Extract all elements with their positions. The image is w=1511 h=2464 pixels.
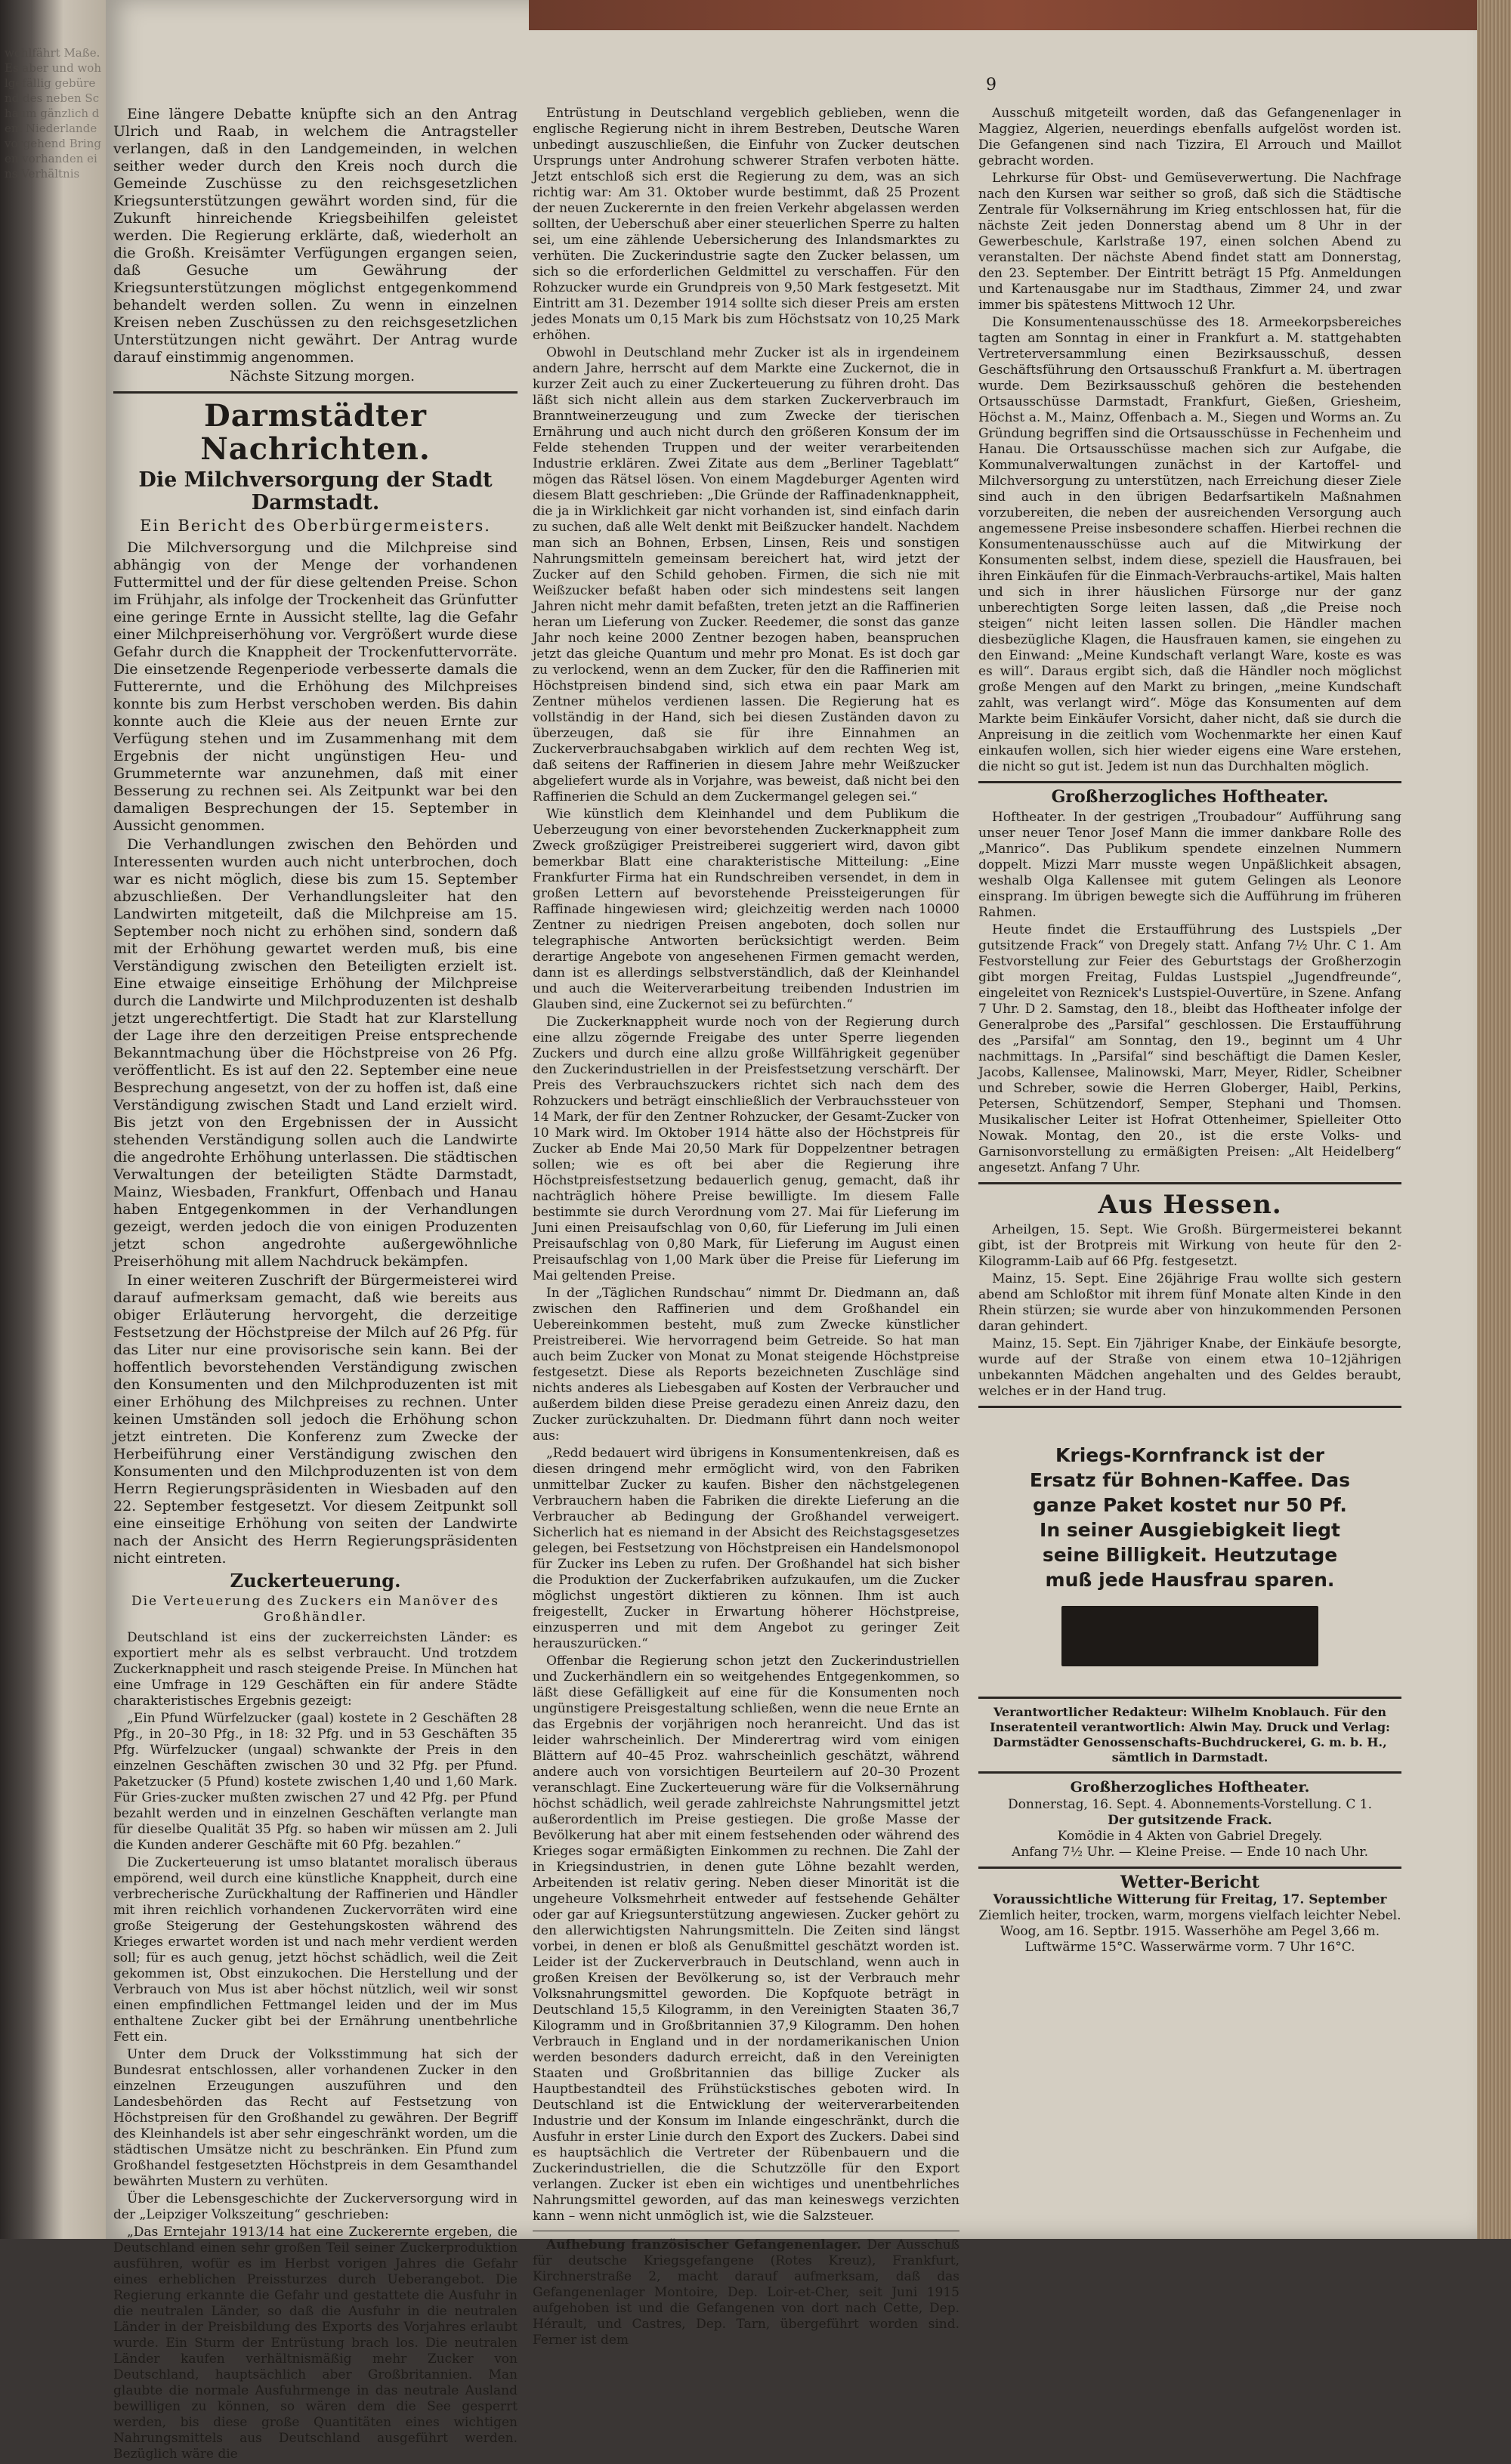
theater-schedule-title: Großherzogliches Hoftheater. <box>1070 1779 1310 1796</box>
ad-text: Kriegs-Kornfranck ist der Ersatz für Bohnen-Kaffee. Das ganze Paket kostet nur 50 Pf. In seiner Ausgiebigkeit liegt seine Billigkeit. Heutzutage muß jede Hausfrau sparen. <box>1029 1444 1351 1591</box>
article-paragraph: In einer weiteren Zuschrift der Bürgermeisterei wird darauf aufmerksam gemacht, daß wie bereits aus obiger Erläuterung hervorgeht, die derzeitige Festsetzung der Höchstpreise der Milch auf 26 Pfg. für das Liter nur eine provisorische sein kann. Bei der hoffentlich bevorstehenden Verständigung zwischen den Konsumenten und den Milchproduzenten ist mit einer Erhöhung des Milchpreises zu rechnen. Unter keinen Umständen soll jedoch die Erhöhung schon jetzt eintreten. Die Konferenz zum Zwecke der Herbeiführung einer Verständigung zwischen den Konsumenten und den Milchproduzenten ist von dem Herrn Regierungspräsidenten in Wiesbaden auf den 22. September festgesetzt. Vor diesem Zeitpunkt soll eine einseitige Erhöhung von seiten der Landwirte nach der Ansicht des Herrn Regierungspräsidenten nicht eintreten. <box>113 1272 518 1567</box>
section-divider <box>978 1771 1401 1774</box>
binding-strip <box>529 0 1481 30</box>
weather-title: Wetter-Bericht <box>1120 1873 1260 1892</box>
advertisement <box>1027 1425 1352 1681</box>
article-paragraph: Lehrkurse für Obst- und Gemüseverwertung. Die Nachfrage nach den Kursen war seither so groß, daß sich die Städtische Zentrale für Volksernährung im Krieg entschlossen hat, für die nächste Zeit jeden Donnerstag abend um 8 Uhr in der Gewerbeschule, Karlstraße 197, einen solchen Abend zu veranstalten. Der nächste Abend findet statt am Donnerstag, den 23. September. Der Eintritt beträgt 15 Pfg. Anmeldungen und Kartenausgabe nur im Stadthaus, Zimmer 24, und zwar immer bis spätestens Mittwoch 12 Uhr. <box>978 171 1401 313</box>
article-paragraph: Deutschland ist eins der zuckerreichsten Länder: es exportiert mehr als es selbst verbraucht. Und trotzdem Zuckerknappheit und rasch steigende Preise. In München hat eine Umfrage in 129 Geschäften ein für andere Städte charakteristisches Ergebnis gezeigt: <box>113 1630 518 1709</box>
weather-line: Woog, am 16. Septbr. 1915. Wasserhöhe am Pegel 3,66 m. Luftwärme 15°C. Wasserwärme vorm. 7 Uhr 16°C. <box>1000 1924 1380 1955</box>
article-paragraph: Unter dem Druck der Volksstimmung hat sich der Bundesrat entschlossen, aller vorhandenen Zucker in den einzelnen Erzeugungen auszuführen und den Landesbehörden das Recht auf Festsetzung von Höchstpreisen für den Großhandel zu gewähren. Der Begriff des Kleinhandels ist aber sehr eingeschränkt worden, um die städtischen Umsätze nicht zu beschränken. Ein Pfund zum Großhandel festgesetzten Höchstpreis in dem Gesamthandel bewährten Mustern zu verhüten. <box>113 2047 518 2189</box>
intro-paragraph: Eine längere Debatte knüpfte sich an den Antrag Ulrich und Raab, in welchem die Antragsteller verlangen, daß in den Landgemeinden, in welchen seither weder durch den Kreis noch durch die Gemeinde Zuschüsse zu den reichsgesetzlichen Kriegsunterstützungen gewährt worden sind, für die Zukunft hinreichende Kriegsbeihilfen geleistet werden. Die Regierung erklärte, daß, wiederholt an die Großh. Kreisämter Verfügungen ergangen seien, daß Gesuche um Gewährung der Kriegsunterstützungen möglichst entgegenkommend behandelt werden sollen. Zu wenn in einzelnen Kreisen neben Zuschüssen zu den reichsgesetzlichen Unterstützungen nicht gewährt. Der Antrag wurde darauf einstimmig angenommen. <box>113 106 518 366</box>
theater-schedule-line: Komödie in 4 Akten von Gabriel Dregely. <box>1057 1829 1323 1844</box>
article-paragraph: Offenbar die Regierung schon jetzt den Zuckerindustriellen und Zuckerhändlern ein so weitgehendes Entgegenkommen, so läßt diese Gefälligkeit auf eine für die Konsumenten noch ungünstigere Preisgestaltung schließen, wenn die neue Ernte an das Ergebnis der vorjährigen noch heranreicht. Und das ist leider wahrscheinlich. Der Minderertrag wird vom einigen Blättern auf 40–45 Proz. wahrscheinlich geschätzt, während andere auch von vorsichtigen Beurteilern auf 20–30 Prozent veranschlagt. Eine Zuckerteuerung wäre für die Volksernährung höchst schädlich, weil gerade zahlreichste Nahrungsmittel jetzt außerordentlich im Preise gestiegen. Die große Masse der Bevölkerung hat aber mit einem festsehenden oder während des Krieges sogar ermäßigten Einkommen zu rechnen. Die Zahl der in Kriegsindustrien, in denen gute Löhne bezahlt werden, Arbeitenden ist relativ gering. Neben dieser Minorität ist die ungeheure Volksmehrheit entweder auf festsehende Gehälter oder gar auf Kriegsunterstützung angewiesen. Zucker gehört zu den allerwichtigsten Nahrungsmitteln. Die Zeiten sind längst vorbei, in denen er bloß als Genußmittel geschätzt worden ist. Leider ist der Zuckerverbrauch in Deutschland, wenn auch in großen Kreisen der Bevölkerung so, ist der Verbrauch mehr Volksnahrungsmittel geworden. Die Kopfquote beträgt in Deutschland 15,5 Kilogramm, in den Vereinigten Staaten 36,7 Kilogramm und in Großbritannien 37,9 Kilogramm. Den hohen Verbrauch in England und in der nordamerikanischen Union werden besonders dadurch erreicht, daß in den Vereinigten Staaten und Großbritannien das billige Zucker als Hauptbestandteil des Frühstückstisches geboten wird. In Deutschland ist die Entwicklung der weiterverarbeitenden Industrie und der Konsum im Inlande eingeschränkt, durch die Ausfuhr in erster Linie durch den Export des Zuckers. Dabei sind es hauptsächlich die Vertreter der Rübenbauern und die Zuckerindustriellen, die die Schutzzölle für den Export verlangen. Zucker ist eben ein wichtiges und unentbehrliches Nahrungsmittel geworden, auf das man keineswegs verzichten kann – wenn nicht unmöglich ist, wie die Salzsteuer. <box>533 1653 959 2224</box>
article-quote: „Ein Pfund Würfelzucker (gaal) kostete in 2 Geschäften 28 Pfg., in 20–30 Pfg., in 18: 32 Pfg. und in 53 Geschäften 35 Pfg. Würfelzucker (ungaal) schwankte der Preis in den einzelnen Geschäften zwischen 30 und 32 Pfg. per Pfund. Paketzucker (5 Pfund) kostete zwischen 1,40 und 1,60 Mark. Für Gries-zucker mußten zwischen 27 und 42 Pfg. per Pfund bezahlt werden und in einzelnen Geschäften verlangte man für dieselbe Qualität 35 Pfg. so haben wir müssen am 2. Juli die Kunden anderer Geschäfte mit 60 Pfg. bezahlen.“ <box>113 1711 518 1853</box>
article-paragraph: In der „Täglichen Rundschau“ nimmt Dr. Diedmann an, daß zwischen den Raffinerien und dem Großhandel ein Uebereinkommen besteht, muß zum Zwecke künstlicher Preistreiberei. Wie hervorragend beim Getreide. So hat man auch beim Zucker von Monat zu Monat steigende Höchstpreise festgesetzt. Diese als Reports bezeichneten Zuschläge sind nichts anderes als Liebesgaben auf Kosten der Verbraucher und außerdem bilden diese Preise geradezu einen Anreiz dazu, den Zucker zurückzuhalten. Dr. Diedmann führt dann noch weiter aus: <box>533 1286 959 1444</box>
article-paragraph: „Das Erntejahr 1913/14 hat eine Zuckerernte ergeben, die Deutschland einen sehr großen Teil seiner Zuckerproduktion ausführen, wofür es im Herbst vorigen Jahres die Gefahr eines erheblichen Preissturzes durch Ueberangebot. Die Regierung erkannte die Gefahr und gestattete die Ausfuhr in die neutralen Länder, so daß die Ausfuhr in die neutralen Länder in der Preisbildung des Exports des Vorjahres erlaubt wurde. Ein Sturm der Entrüstung brach los. Die neutralen Länder kaufen verhältnismäßig mehr Zucker von Deutschland, hauptsächlich aber Großbritannien. Man glaubte die normale Ausfuhrmenge in das neutrale Ausland bewilligen zu können, so wären dem die See gesperrt werden, bis diese große Quantitäten eines wichtigen Nahrungsmittels aus Deutschland ausgeführt werden. Bezüglich wäre die <box>113 2225 518 2462</box>
next-session: Nächste Sitzung morgen. <box>229 368 416 384</box>
article-title: Aufhebung französischer Gefangenenlager. <box>546 2237 861 2252</box>
book-binding <box>0 0 106 2239</box>
ad-product-image <box>1061 1606 1318 1666</box>
weather-line: Ziemlich heiter, trocken, warm, morgens vielfach leichter Nebel. <box>978 1908 1401 1923</box>
article-paragraph: Die Milchversorgung und die Milchpreise sind abhängig von der Menge der vorhandenen Futtermittel und der für diese geltenden Preise. Schon im Frühjahr, als infolge der Trockenheit das Grünfutter eine geringe Ernte in Aussicht stellte, lag die Gefahr einer Milchpreiserhöhung vor. Vergrößert wurde diese Gefahr durch die Knappheit der Trockenfuttervorräte. Die einsetzende Regenperiode verbesserte damals die Futterernte, und die Erhöhung des Milchpreises konnte bis zum Herbst verschoben werden. Bis dahin konnte auch die Kleie aus der neuen Ernte zur Verfügung stehen und im Zusammenhang mit dem Ergebnis der nicht ungünstigen Heu- und Grummeternte war anzunehmen, daß mit einer Besserung zu rechnen sei. Als Zeitpunkt war bei den damaligen Besprechungen der 15. September in Aussicht genommen. <box>113 539 518 834</box>
section-title: Darmstädter Nachrichten. <box>200 398 431 467</box>
section-divider <box>978 1697 1401 1699</box>
article-paragraph: Die Zuckerteuerung ist umso blatantet moralisch überaus empörend, weil durch eine künstliche Knappheit, durch eine verbrecherische Zurückhaltung der Raffinerien und Händler mit ihren reichlich vorhandenen Zuckervorräten wird eine große Steigerung der Gestehungskosten während des Krieges erwartet worden ist und nach mehr verdient werden soll; für es auch genug, jetzt höchst schädlich, weil die Zeit gekommen ist, Obst einzukochen. Die Herstellung und der Verbrauch von Mus ist aber höchst nützlich, weil wir sonst einen empfindlichen Fettmangel leiden und der im Mus enthaltene Zucker gibt bei der Ernährung unentbehrliche Fett ein. <box>113 1855 518 2045</box>
article-title: Die Milchversorgung der Stadt Darmstadt. <box>138 468 493 514</box>
article-paragraph: Obwohl in Deutschland mehr Zucker ist als in irgendeinem andern Jahre, herrscht auf dem Markte eine Zuckernot, die in kurzer Zeit auch zu einer Zuckerteuerung zu führen droht. Das läßt sich nicht allein aus dem starken Zuckerverbrauch im Branntweinerzeugung und zum Zwecke der tierischen Ernährung und auch nicht durch den größeren Konsum der im Felde stehenden Truppen und der weiter verarbeitenden Industrie erklären. Zwei Zitate aus dem „Berliner Tageblatt“ mögen das Rätsel lösen. Von einem Magdeburger Agenten wird diesem Blatt geschrieben: „Die Gründe der Raffinadenknappheit, die ja in Wirklichkeit gar nicht vorhanden ist, sind einfach darin zu suchen, daß alle Welt denkt mit Beißzucker handelt. Nachdem man sich an Bohnen, Erbsen, Linsen, Reis und sonstigen Nahrungsmitteln gemeinsam bereichert hat, wird jetzt der Zucker auf den Schild gehoben. Firmen, die sich nie mit Weißzucker befaßt haben oder sich mindestens seit langen Jahren nicht mehr damit befaßten, treten jetzt an die Raffinerien heran um Lieferung von Zucker. Reedemer, die sonst das ganze Jahr noch keine 2000 Zentner bezogen haben, beanspruchen jetzt das gleiche Quantum und mehr pro Monat. Es ist doch gar zu verlockend, wenn an dem Zucker, für den die Raffinerien mit Höchstpreisen bindend sind, sich etwa ein paar Mark am Zentner mühelos verdienen lassen. Die Regierung hat es vollständig in der Hand, sich bei diesen Zuständen davon zu überzeugen, daß sie für ihre Einnahmen an Zuckerverbrauchsabgaben wirklich auf dem rechten Weg ist, daß seitens der Raffinerien in diesem Jahre mehr Weißzucker abgeliefert wurde als in Vorjahre, was beweist, daß nicht bei den Raffinerien die Schuld an dem Zuckermangel gelegen sei.“ <box>533 345 959 804</box>
section-divider <box>978 781 1401 783</box>
bleed-through-text: wohlfährt Maße. Es aber und wohlgefällig gebürend des neben Schaum gänzlich dem Niederlande vorgehend Bringen vorhanden eins Verhältnis <box>5 46 101 181</box>
news-item: Arheilgen, 15. Sept. Wie Großh. Bürgermeisterei bekannt gibt, ist der Brotpreis mit Wirkung von heute für den 2-Kilogramm-Laib auf 66 Pfg. festgesetzt. <box>978 1222 1401 1269</box>
section-divider <box>978 1867 1401 1869</box>
imprint: Verantwortlicher Redakteur: Wilhelm Knoblauch. Für den Inseratenteil verantwortlich: Alwin May. Druck und Verlag: Darmstädter Genossenschafts-Buchdruckerei, G. m. b. H., sämtlich in Darmstadt. <box>990 1705 1390 1765</box>
article-paragraph: Über die Lebensgeschichte der Zuckerversorgung wird in der „Leipziger Volkszeitung“ geschrieben: <box>113 2191 518 2222</box>
news-item: Mainz, 15. Sept. Ein 7jähriger Knabe, der Einkäufe besorgte, wurde auf der Straße von einem etwa 10–12jährigen unbekannten Mädchen angehalten und des Geldes beraubt, welches er in der Hand trug. <box>978 1336 1401 1399</box>
theater-schedule-line: Anfang 7½ Uhr. — Kleine Preise. — Ende 10 nach Uhr. <box>1011 1845 1369 1860</box>
article-paragraph: Die Verhandlungen zwischen den Behörden und Interessenten wurden auch nicht unterbrochen, doch war es nicht möglich, diese bis zum 15. September abzuschließen. Der Verhandlungsleiter hat den Landwirten mitgeteilt, daß die Milchpreise am 15. September noch nicht zu erhöhen sind, sondern daß mit der Erhöhung gewartet werden muß, bis eine Verständigung zwischen den Beteiligten erzielt ist. Eine etwaige einseitige Erhöhung der Milchpreise durch die Landwirte und Milchproduzenten ist deshalb jetzt ungerechtfertigt. Die Stadt hat zur Klarstellung der Lage ihre den derzeitigen Preise entsprechende Bekanntmachung über die Höchstpreise von 26 Pfg. veröffentlicht. Es ist auf den 22. September eine neue Besprechung angesetzt, von der zu hoffen ist, daß eine Verständigung zwischen Stadt und Land erzielt wird. Bis jetzt von den Ergebnissen der in Aussicht stehenden Verständigung sollen auch die Landwirte die angedrohte Erhöhung unterlassen. Die städtischen Verwaltungen der beteiligten Städte Darmstadt, Mainz, Wiesbaden, Frankfurt, Offenbach und Hanau haben Entgegenkommen in der Verhandlungen gezeigt, werden jedoch die von einigen Produzenten jetzt schon angedrohte außergewöhnliche Preiserhöhung mit allem Nachdruck bekämpfen. <box>113 836 518 1270</box>
news-item: Mainz, 15. Sept. Eine 26jährige Frau wollte sich gestern abend am Schloßtor mit ihrem fünf Monate alten Kinde in den Rhein stürzen; sie wurde aber von hinzukommenden Personen daran gehindert. <box>978 1271 1401 1334</box>
article-paragraph: Heute findet die Erstaufführung des Lustspiels „Der gutsitzende Frack“ von Dregely statt. Anfang 7½ Uhr. C 1. Am Festvorstellung zur Feier des Geburtstags der Großherzogin gibt morgen Freitag, Fuldas Lustspiel „Jugendfreunde“, eingeleitet von Reznicek's Lustspiel-Ouvertüre, in Szene. Anfang 7 Uhr. D 2. Samstag, den 18., bleibt das Hoftheater infolge der Generalprobe des „Parsifal“ geschlossen. Die Erstaufführung des „Parsifal“ am Sonntag, den 19., beginnt um 4 Uhr nachmittags. In „Parsifal“ sind beschäftigt die Damen Kesler, Jacobs, Kallensee, Malinowski, Marr, Meyer, Ridler, Scheibner und Schreber, sowie die Herren Globerger, Haibl, Perkins, Petersen, Schützendorf, Semper, Stephani und Thomsen. Musikalischer Leiter ist Hofrat Ottenheimer, Spielleiter Otto Nowak. Montag, den 20., ist die erste Volks- und Garnisonvorstellung zu ermäßigten Preisen: „Alt Heidelberg“ angesetzt. Anfang 7 Uhr. <box>978 922 1401 1175</box>
article-paragraph: Ausschuß mitgeteilt worden, daß das Gefangenenlager in Maggiez, Algerien, neuerdings ebenfalls aufgelöst worden ist. Die Gefangenen sind nach Tizzira, El Arrouch und Maillot gebracht worden. <box>978 106 1401 168</box>
theater-title: Großherzogliches Hoftheater. <box>1051 787 1329 807</box>
middle-column <box>533 106 959 2350</box>
article-subtitle: Die Verteuerung des Zuckers ein Manöver des Großhändler. <box>131 1594 500 1625</box>
section-divider <box>978 1182 1401 1184</box>
page-edge <box>1477 0 1511 2239</box>
theater-schedule-play: Der gutsitzende Frack. <box>1108 1813 1272 1828</box>
article-paragraph: Der Ausschuß für deutsche Kriegsgefangene (Rotes Kreuz), Frankfurt, Kirchnerstraße 2, macht darauf aufmerksam, daß das Gefangenenlager Montoire, Dep. Loir-et-Cher, seit Juni 1915 aufgehoben ist und die Gefangenen von dort nach Cette, Dep. Hérault, und Castres, Dep. Tarn, übergeführt worden sind. Ferner ist dem <box>533 2237 960 2348</box>
article-subtitle: Ein Bericht des Oberbürgermeisters. <box>140 517 491 535</box>
weather-line: Voraussichtliche Witterung für Freitag, 17. September <box>993 1892 1387 1907</box>
article-paragraph: Die Zuckerknappheit wurde noch von der Regierung durch eine allzu zögernde Freigabe des unter Sperre liegenden Zuckers und durch eine allzu große Willfährigkeit gegenüber den Zuckerindustriellen in der Preisfestsetzung verschärft. Der Preis des Verbrauchszuckers richtet sich nach dem des Rohzuckers und beträgt einschließlich der Verbrauchssteuer von 14 Mark, der für den Zentner Rohzucker, der Gesamt-Zucker von 10 Mark wird. Im Oktober 1914 hätte also der Höchstpreis für Zucker ab Ende Mai 20,50 Mark für Doppelzentner betragen sollen; wie es oft bei aber die Regierung ihre Höchstpreisfestsetzung bedauerlich genug, gemacht, daß ihr nachträglich höhere Preise bewilligte. Im diesem Falle bestimmte sie durch Verordnung vom 27. Mai für Lieferung im Juni einen Preisaufschlag von 0,60, für Lieferung im Juli einen Preisaufschlag von 0,80 Mark, für Lieferung im August einen Preisaufschlag von 1,00 Mark über die Preise für Lieferung im Mai geltenden Preise. <box>533 1014 959 1283</box>
section-divider <box>978 1406 1401 1408</box>
page-number: 9 <box>986 76 997 94</box>
article-title: Zuckerteuerung. <box>230 1570 401 1592</box>
article-paragraph: Die Konsumentenausschüsse des 18. Armeekorpsbereiches tagten am Sonntag in einer in Frankfurt a. M. stattgehabten Vertreterversammlung einen Bezirksausschuß, dessen Geschäftsführung den Ortsausschuß Frankfurt a. M. übertragen wurde. Dem Bezirksausschuß gehören die bestehenden Ortsausschüsse Darmstadt, Frankfurt, Gießen, Griesheim, Höchst a. M., Mainz, Offenbach a. M., Siegen und Worms an. Zu Gründung begriffen sind die Ortsausschüsse in Fechenheim und Hanau. Die Ortsausschüsse machen sich zur Aufgabe, die Kommunalverwaltungen zunächst in der Kartoffel- und Milchversorgung zu unterstützen, nach Erreichung dieser Ziele sind auch in den übrigen Bedarfsartikeln Maßnahmen vorzubereiten, die neben der ausreichenden Versorgung auch angemessene Preise insbesondere schaffen. Hierbei rechnen die Konsumentenausschüsse auch auf die Mitwirkung der Konsumenten selbst, indem diese, speziell die Hausfrauen, bei ihren Einkäufen für die Einmach-Verbrauchs-artikel, Mais halten und sich in ihrer häuslichen Fürsorge nur der ganz unberechtigten Sorge leiten lassen, daß „die Preise noch steigen“ nicht leiten lassen sollen. Die Händler machen diesbezügliche Klagen, die Hausfrauen kamen, sie eingehen zu den Einwand: „Meine Kundschaft verlangt Ware, koste es was es will“. Daraus ergibt sich, daß die Händler noch möglichst große Mengen auf den Markt zu bringen, „meine Kundschaft zahlt, was verlangt wird“. Möge das Konsumenten auf dem Markte beim Einkäufer Vorsicht, daher nicht, daß sie durch die Anpreisung in die zeitlich vom Wochenmarkte her einen Kauf einkaufen wollen, sich hier wieder eigens eine Ware erstehen, die nicht so gut ist. Jedem ist nun das Durchhalten möglich. <box>978 315 1401 774</box>
hessen-title: Aus Hessen. <box>1098 1190 1282 1220</box>
left-column <box>113 106 518 2464</box>
right-column <box>978 106 1401 1956</box>
article-paragraph: Wie künstlich dem Kleinhandel und dem Publikum die Ueberzeugung von einer bevorstehenden Zuckerknappheit zum Zweck großzügiger Preistreiberei suggeriert wird, davon gibt bemerkbar Blatt eine charakteristische Mitteilung: „Eine Frankfurter Firma hat ein Rundschreiben versendet, in dem in großen Lettern auf bevorstehende Preissteigerungen für Raffinade hingewiesen wird; gleichzeitig werden nach 10000 Zentner zu niedrigen Preisen angeboten, doch sollen nur telegraphische Antworten berücksichtigt werden. Beim derartige Angebote von angesehenen Firmen gemacht werden, dann ist es allerdings selbstverständlich, daß der Kleinhandel und auch die Weiterverarbeitung treibenden Industrien im Glauben sind, eine Zuckernot sei zu befürchten.“ <box>533 807 959 1012</box>
article-paragraph: Hoftheater. In der gestrigen „Troubadour“ Aufführung sang unser neuer Tenor Josef Mann die immer dankbare Rolle des „Manrico“. Das Publikum spendete einzelnen Nummern doppelt. Mizzi Marr musste wegen Unpäßlichkeit absagen, weshalb Olga Kallensee mit gutem Gelingen als Leonore einsprang. Im übrigen bewegte sich die Aufführung im früheren Rahmen. <box>978 810 1401 920</box>
section-divider <box>113 391 518 394</box>
article-paragraph: Entrüstung in Deutschland vergeblich geblieben, wenn die englische Regierung nicht in ihrem Bestreben, Deutsche Waren unbedingt auszuschließen, die Einfuhr von Zucker deutschen Ursprungs unter Androhung schwerer Strafen verboten hätte. Jetzt entschloß sich erst die Regierung zu dem, was an sich richtig war: Am 31. Oktober wurde bestimmt, daß 25 Prozent der neuen Zuckerernte in den freien Verkehr abgelassen werden sollten, der Ueberschuß aber einer steuerlichen Sperre zu halten sei, um eine zählende Uebersicherung des Inlandsmarktes zu verhüten. Die Zuckerindustrie sagte den Zucker belassen, um sich so die erforderlichen Geldmittel zu verschaffen. Für den Rohzucker wurde ein Grundpreis von 9,50 Mark festgesetzt. Mit Eintritt am 31. Dezember 1914 sollte sich dieser Preis am ersten jedes Monats um 0,15 Mark bis zum Höchstsatz von 10,25 Mark erhöhen. <box>533 106 959 343</box>
article-quote: „Redd bedauert wird übrigens in Konsumentenkreisen, daß es diesen dringend mehr ermöglicht wird, von den Fabriken unmittelbar Zucker zu kaufen. Bisher den nächstgelegenen Verbrauchern haben die Fabriken die direkte Lieferung an die Verbraucher ab Bedingung der Großhandel verweigert. Sicherlich hat es niemand in der Absicht des Reichstagsgesetzes gelegen, bei Festsetzung von Höchstpreisen ein Handelsmonopol für Zucker ins Leben zu rufen. Der Großhandel hat sich bisher die Produktion der Zuckerfabriken aufzukaufen, um die Zucker möglichst ungestört diktieren zu können. Ihm ist auch freigestellt, Zucker in Erwartung höherer Höchstpreise, einzusperren und mit dem Angebot zu geringer Zeit herauszurücken.“ <box>533 1446 959 1651</box>
theater-schedule-line: Donnerstag, 16. Sept. 4. Abonnements-Vorstellung. C 1. <box>1008 1797 1372 1812</box>
